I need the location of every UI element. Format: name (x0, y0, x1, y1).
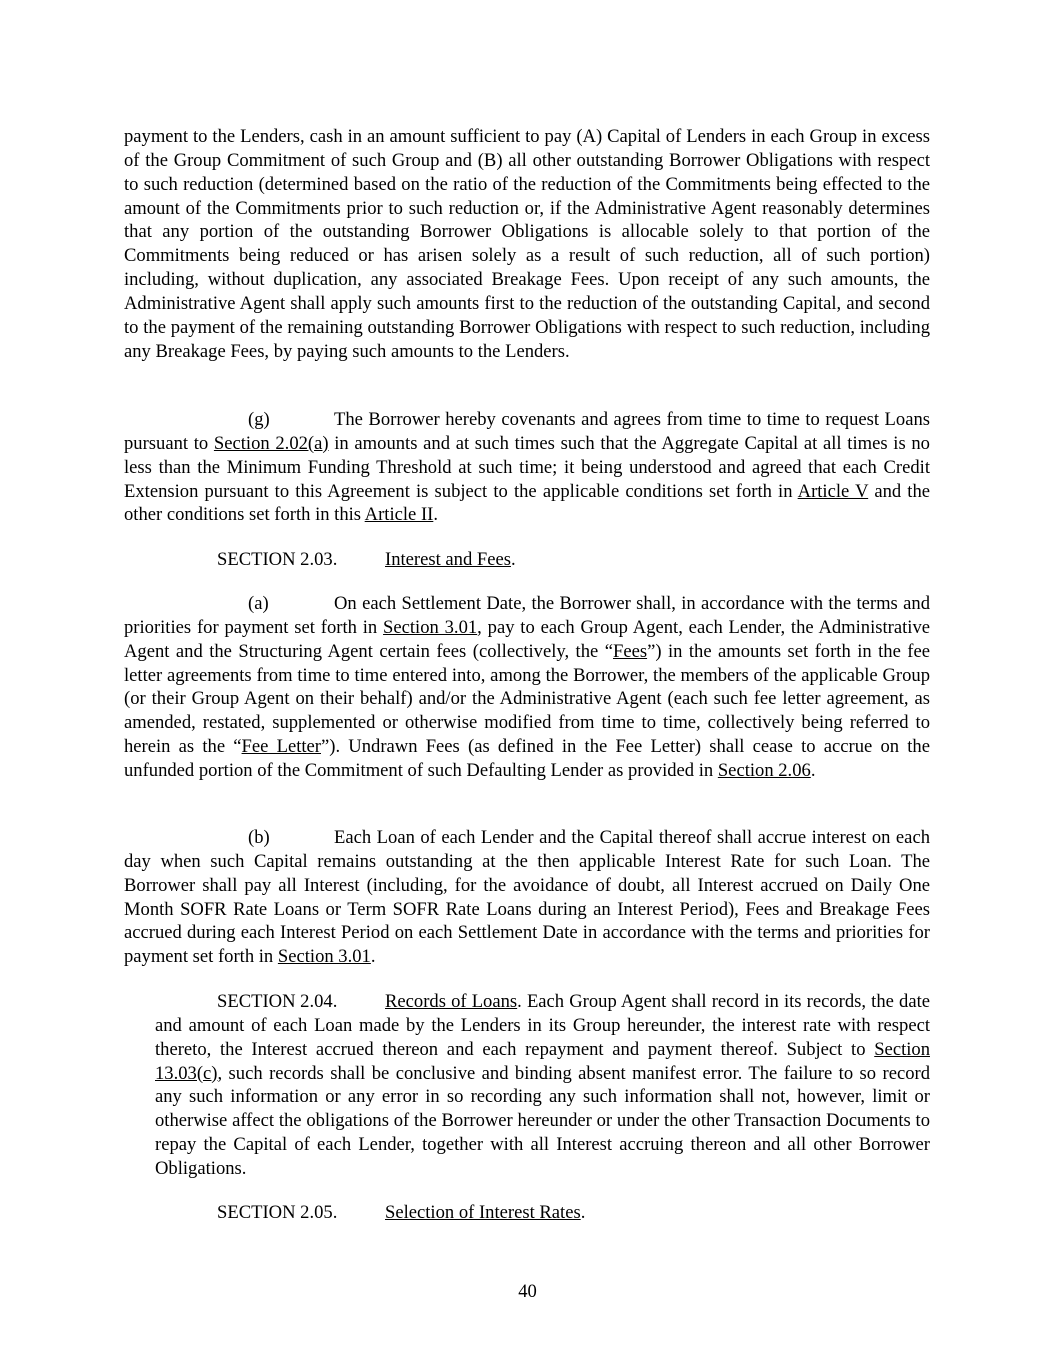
subsection-b: (b) Each Loan of each Lender and the Capital thereof shall accrue interest on each day when such Capital remains outstanding at the then applicable Interest Rate for such Loan. The Borrower shall pay all Interest (including, for the avoidance of doubt, all Interest accrued on Daily One Month SOFR Rate Loans or Term SOFR Rate Loans during an Interest Period), Fees and Breakage Fees accrued during each Interest Period on each Settlement Date in accordance with the terms and priorities for payment set forth in Section 3.01. (124, 827, 930, 968)
subsection-label: (a) (248, 593, 269, 614)
subsection-label: (b) (248, 827, 270, 848)
cross-reference: Article II (364, 504, 434, 526)
section-number: SECTION 2.03. (217, 549, 338, 570)
section-heading-2-03: SECTION 2.03. Interest and Fees. (217, 549, 516, 570)
section-title: Selection of Interest Rates (385, 1202, 581, 1223)
section-number: SECTION 2.05. (217, 1202, 338, 1223)
section-heading-2-05: SECTION 2.05. Selection of Interest Rates. (217, 1202, 586, 1223)
cross-reference: Section 13.03(c) (155, 1038, 930, 1084)
cross-reference: Article V (797, 480, 869, 502)
paragraph-continuation (124, 125, 930, 363)
section-title: Records of Loans (385, 991, 518, 1012)
cross-reference: Section 2.06 (717, 759, 811, 781)
cross-reference: Section 3.01 (277, 946, 371, 968)
section-number: SECTION 2.04. (217, 991, 338, 1012)
section-2-04: SECTION 2.04. Records of Loans. Each Group Agent shall record in its records, the date and amount of each Loan made by the Lenders in its Group hereunder, the interest rate with respect thereto, the Interest accrued thereon and each repayment and payment thereof. Subject to Section 13.03(c), such records shall be conclusive and binding absent manifest error. The failure to so record any such information or any error in so recording any such information shall not, however, limit or otherwise affect the obligations of the Borrower hereunder or under the other Transaction Documents to repay the Capital of each Lender, together with all Interest accruing thereon and all other Borrower Obligations. (155, 991, 931, 1179)
cross-reference: Section 2.02(a) (213, 432, 329, 454)
subsection-a: (a) On each Settlement Date, the Borrower shall, in accordance with the terms and priorities for payment set forth in Section 3.01, pay to each Group Agent, each Lender, the Administrative Agent and the Structuring Agent certain fees (collectively, the “Fees”) in the amounts set forth in the fee letter agreements from time to time entered into, among the Borrower, the members of the applicable Group (or their Group Agent on their behalf) and/or the Administrative Agent (each such fee letter agreement, as amended, restated, supplemented or otherwise modified from time to time, collectively being referred to herein as the “Fee Letter”). Undrawn Fees (as defined in the Fee Letter) shall cease to accrue on the unfunded portion of the Commitment of such Defaulting Lender as provided in Section 2.06. (124, 593, 930, 781)
page-number: 40 (518, 1281, 537, 1302)
subsection-label: (g) (248, 409, 270, 430)
paragraph-text: payment to the Lenders, cash in an amount sufficient to pay (A) Capital of Lenders in each Group in excess of the Group Commitment of such Group and (B) all other outstanding Borrower Obligations with respect to such reduction (determined based on the ratio of the reduction of the Commitments being effected to the amount of the Commitments prior to such reduction or, if the Administrative Agent reasonably determines that any portion of the outstanding Borrower Obligations is allocable solely to that portion of the Commitments being reduced or has arisen solely as a result of such reduction, all of such portion) including, without duplication, any associated Breakage Fees. Upon receipt of any such amounts, the Administrative Agent shall apply such amounts first to the reduction of the outstanding Capital, and second to the payment of the remaining outstanding Borrower Obligations with respect to such reduction, including any Breakage Fees, by paying such amounts to the Lenders. (124, 126, 930, 362)
defined-term: Fees (612, 640, 648, 662)
cross-reference: Section 3.01 (383, 616, 478, 638)
subsection-g: (g) The Borrower hereby covenants and agrees from time to time to request Loans pursuant to Section 2.02(a) in amounts and at such times such that the Aggregate Capital at all times is no less than the Minimum Funding Threshold at such time; it being understood and agreed that each Credit Extension pursuant to this Agreement is subject to the applicable conditions set forth in Article V and the other conditions set forth in this Article II. (124, 409, 931, 526)
section-title: Interest and Fees (385, 549, 511, 570)
defined-term: Fee Letter (241, 736, 321, 758)
